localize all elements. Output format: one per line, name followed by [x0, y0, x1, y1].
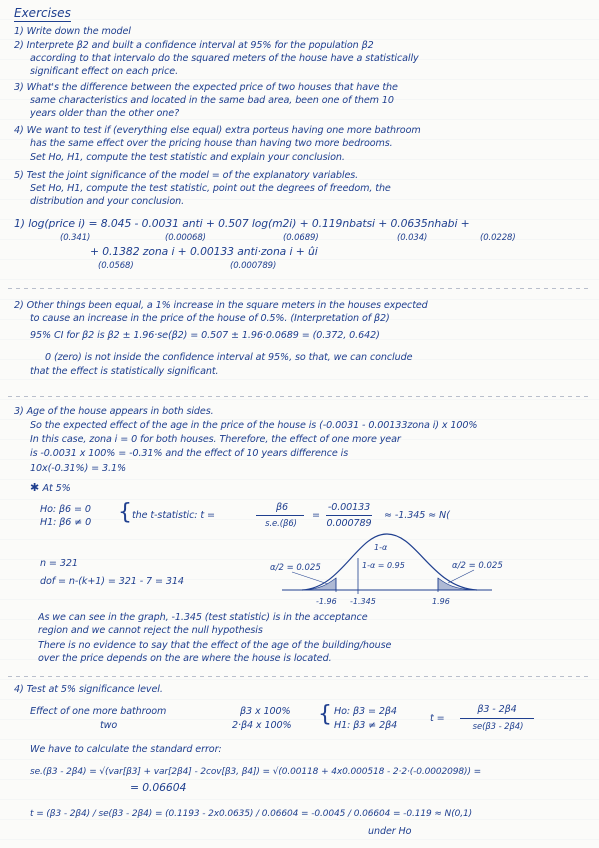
sample-size: n = 321 [40, 558, 78, 569]
answer-line: 2) Other things been equal, a 1% increase in the square meters in the houses expected [14, 300, 428, 311]
std-error: (0.00068) [165, 233, 206, 243]
question-line: according to that intervalo do the squared meters of the house have a statistically [30, 53, 419, 64]
std-error: (0.000789) [230, 261, 277, 271]
frac-den: se(β3 - 2β4) [472, 722, 524, 732]
beta-one: β3 x 100% [240, 706, 291, 717]
beta-two: 2·β4 x 100% [232, 720, 292, 731]
answer-line: 3) Age of the house appears in both sides. [14, 406, 214, 417]
question-line: Set Ho, H1, compute the test statistic, point out the degrees of freedom, the [30, 183, 391, 194]
question-line: 3) What's the difference between the expected price of two houses that have the [14, 82, 398, 93]
brace: { [318, 702, 332, 727]
frac-num: β6 [275, 502, 289, 513]
conclusion-line: over the price depends on the are where the house is located. [38, 653, 332, 664]
x-left: -1.96 [316, 597, 337, 606]
se-equation: se.(β3 - 2β4) = √(var[β3] + var[2β4] - 2cov[β3, β4]) = √(0.00118 + 4x0.000518 - 2·2·(-0.0002098)) = [30, 767, 482, 777]
model-equation: 1) log(price i) = 8.045 - 0.0031 anti + 0.507 log(m2i) + 0.119nbatsi + 0.0635nhabi + [14, 218, 470, 230]
answer-line: is -0.0031 x 100% = -0.31% and the effect of 10 years difference is [30, 448, 349, 459]
answer-heading: 4) Test at 5% significance level. [14, 684, 163, 695]
frac-num: β3 - 2β4 [477, 704, 517, 715]
approx-dist: ≈ -1.345 ≈ N( [384, 510, 450, 521]
divider [8, 676, 591, 677]
t-label: t = [430, 713, 445, 724]
alpha-right: α/2 = 0.025 [452, 561, 503, 571]
frac-den: s.e.(β6) [265, 519, 297, 529]
question-line: has the same effect over the pricing house than having two more bedrooms. [30, 138, 393, 149]
divider [8, 396, 591, 397]
std-error: (0.0568) [98, 261, 134, 271]
model-equation: + 0.1382 zona i + 0.00133 anti·zona i + ûi [90, 246, 318, 258]
alt-hypothesis: H1: β6 ≠ 0 [40, 517, 92, 528]
question-line: years older than the other one? [30, 108, 180, 119]
brace: { [118, 500, 132, 525]
equals: = [312, 510, 320, 521]
effect-two: two [100, 720, 118, 731]
std-error: (0.034) [397, 233, 428, 243]
conclusion-line: region and we cannot reject the null hypothesis [38, 625, 263, 636]
page-title: Exercises [14, 6, 71, 20]
null-hypothesis: Ho: β6 = 0 [40, 504, 91, 515]
x-mid: -1.345 [350, 597, 376, 606]
std-error: (0.341) [60, 233, 91, 243]
question-line: significant effect on each price. [30, 66, 179, 77]
center-area: 1-α = 0.95 [362, 561, 405, 570]
conclusion-line: There is no evidence to say that the effect of the age of the building/house [38, 640, 392, 651]
fraction-bar [460, 718, 534, 719]
under-null: under Ho [368, 826, 412, 837]
degrees-of-freedom: dof = n-(k+1) = 321 - 7 = 314 [40, 576, 184, 587]
question-line: 4) We want to test if (everything else equal) extra porteus having one more bathroom [14, 125, 421, 136]
answer-line: 95% CI for β2 is β2 ± 1.96·se(β2) = 0.507 ± 1.96·0.0689 = (0.372, 0.642) [30, 330, 380, 341]
question-line: 2) Interprete β2 and built a confidence interval at 95% for the population β2 [14, 40, 374, 51]
test-level: ✱ At 5% [30, 482, 71, 494]
answer-line: In this case, zona i = 0 for both houses. Therefore, the effect of one more year [30, 434, 401, 445]
question-line: distribution and your conclusion. [30, 196, 185, 207]
question-line: 1) Write down the model [14, 26, 131, 37]
answer-line: to cause an increase in the price of the house of 0.5%. (Interpretation of β2) [30, 313, 390, 324]
question-line: 5) Test the joint significance of the model = of the explanatory variables. [14, 170, 359, 181]
divider [8, 288, 591, 289]
answer-line: that the effect is statistically significant. [30, 366, 219, 377]
center-top: 1-α [374, 543, 388, 552]
x-right: 1.96 [432, 597, 450, 606]
t-equation: t = (β3 - 2β4) / se(β3 - 2β4) = (0.1193 - 2x0.0635) / 0.06604 = -0.0045 / 0.06604 = -0.119 ≈ N(0,1) [30, 809, 473, 819]
bullet-icon: ✱ [30, 482, 43, 494]
alt-hypothesis: H1: β3 ≠ 2β4 [334, 720, 398, 731]
question-line: Set Ho, H1, compute the test statistic and explain your conclusion. [30, 152, 345, 163]
conclusion-line: As we can see in the graph, -1.345 (test statistic) is in the acceptance [38, 612, 368, 623]
fraction-bar [326, 515, 372, 516]
frac-den: 0.000789 [326, 518, 372, 529]
effect-one: Effect of one more bathroom [30, 706, 167, 717]
answer-line: So the expected effect of the age in the price of the house is (-0.0031 - 0.00133zona i) x 100% [30, 420, 478, 431]
fraction-bar [256, 515, 304, 516]
std-error: (0.0689) [283, 233, 319, 243]
answer-line: We have to calculate the standard error: [30, 744, 222, 755]
se-result: = 0.06604 [130, 782, 187, 794]
alpha-left: α/2 = 0.025 [270, 563, 321, 573]
normal-distribution-sketch [262, 528, 512, 608]
std-error: (0.0228) [480, 233, 516, 243]
answer-line: 10x(-0.31%) = 3.1% [30, 463, 127, 474]
t-stat-label: the t-statistic: t = [132, 510, 215, 521]
null-hypothesis: Ho: β3 = 2β4 [334, 706, 397, 717]
frac-num: -0.00133 [327, 502, 371, 513]
question-line: same characteristics and located in the same bad area, been one of them 10 [30, 95, 394, 106]
answer-line: 0 (zero) is not inside the confidence interval at 95%, so that, we can conclude [45, 352, 413, 363]
